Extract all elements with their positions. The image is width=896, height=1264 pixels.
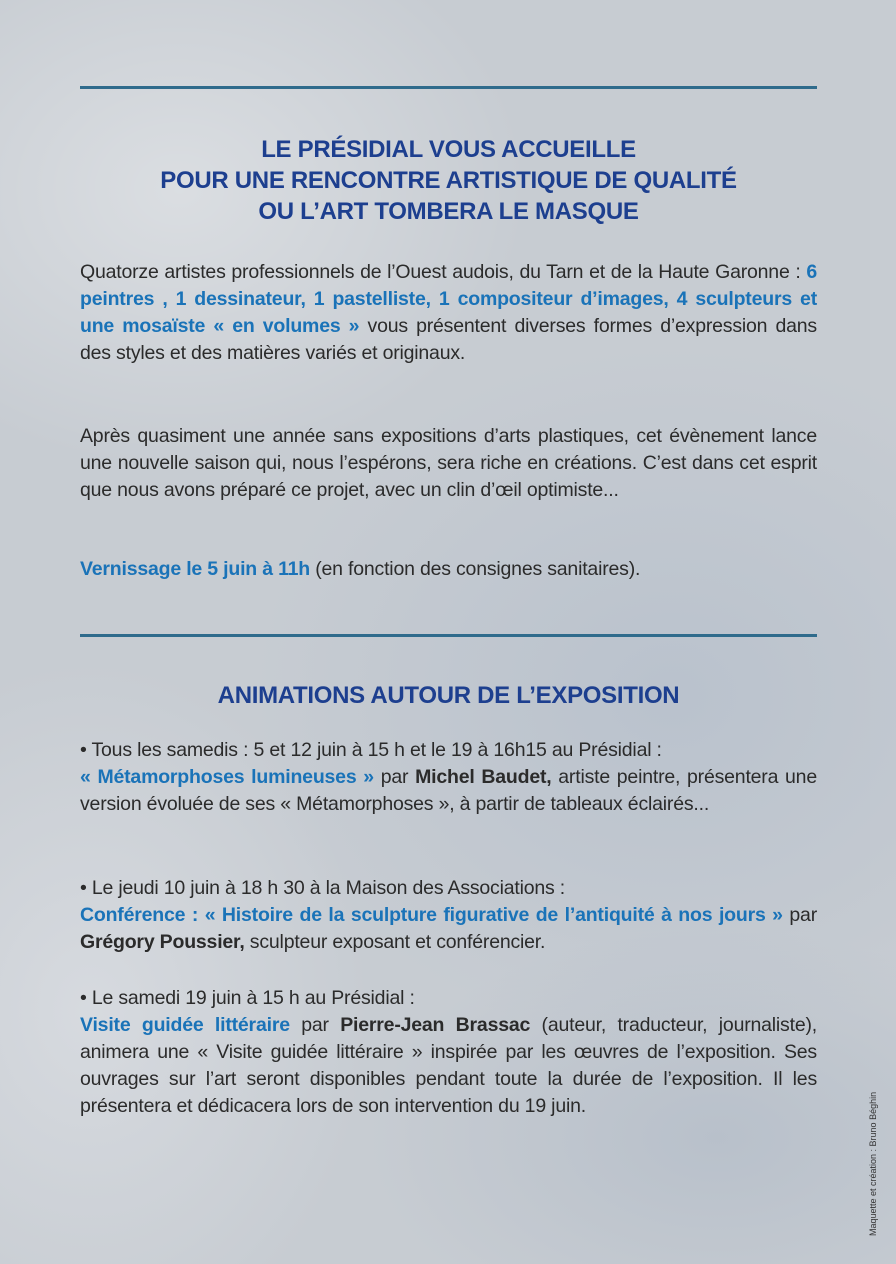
event-2-desc: sculpteur exposant et conférencier.	[244, 931, 546, 953]
event-2-title: Conférence : « Histoire de la sculpture figurative de l’antiquité à nos jours »	[80, 904, 783, 926]
intro-text-start: Quatorze artistes professionnels de l’Ouest audois, du Tarn et de la Haute Garonne :	[80, 261, 807, 283]
section2-heading: ANIMATIONS AUTOUR DE L’EXPOSITION	[217, 682, 680, 709]
event-3	[80, 985, 817, 1120]
vernissage-note: (en fonction des consignes sanitaires).	[310, 558, 641, 580]
vernissage-paragraph	[80, 556, 817, 583]
intro-paragraph	[80, 259, 817, 367]
event-2-by: par	[782, 904, 817, 926]
context-text: Après quasiment une année sans expositions d’arts plastiques, cet évènement lance une nouvelle saison qui, nous l’espérons, sera riche en créations. C’est dans cet esprit que nous avons préparé ce projet, avec un clin d’œil optimiste...	[80, 425, 817, 501]
event-2-intro: • Le jeudi 10 juin à 18 h 30 à la Maison des Associations :	[80, 877, 566, 899]
event-1-title: « Métamorphoses lumineuses »	[80, 766, 374, 788]
event-3-by: par	[289, 1014, 341, 1036]
event-3-desc: (auteur, traducteur, journaliste), animera une « Visite guidée littéraire » inspirée par les œuvres de l’exposition. Ses ouvrages sur l’art seront disponibles pendant toute la durée de l’exposition. Il les présentera et dédicacera lors de son intervention du 19 juin.	[80, 1014, 817, 1117]
vernissage-highlight: Vernissage le 5 juin à 11h	[80, 558, 311, 580]
event-1-intro: • Tous les samedis : 5 et 12 juin à 15 h et le 19 à 16h15 au Présidial :	[80, 739, 662, 761]
design-credit: Maquette et création : Bruno Béghin	[868, 1091, 878, 1236]
event-3-title: Visite guidée littéraire	[80, 1014, 290, 1036]
event-2	[80, 875, 817, 956]
heading-line-2: POUR UNE RENCONTRE ARTISTIQUE DE QUALITÉ	[160, 167, 737, 194]
artists-highlight: 6 peintres , 1 dessinateur, 1 pastelliste, 1 compositeur d’images, 4 sculpteurs et une mosaïste « en volumes »	[80, 261, 817, 337]
event-3-intro: • Le samedi 19 juin à 15 h au Présidial :	[80, 987, 415, 1009]
event-1	[80, 737, 817, 818]
heading-line-3: OU L’ART TOMBERA LE MASQUE	[258, 198, 639, 225]
intro-text-end: vous présentent diverses formes d’expression dans des styles et des matières variés et originaux.	[80, 315, 817, 364]
event-2-person: Grégory Poussier,	[80, 931, 245, 953]
context-paragraph	[80, 423, 817, 504]
event-1-person: Michel Baudet,	[415, 766, 552, 788]
middle-divider	[80, 634, 817, 637]
event-1-desc: artiste peintre, présentera une version évoluée de ses « Métamorphoses », à partir de tableaux éclairés...	[80, 766, 817, 815]
event-1-by: par	[373, 766, 416, 788]
heading-line-1: LE PRÉSIDIAL VOUS ACCUEILLE	[261, 136, 636, 163]
section1-heading	[80, 134, 817, 227]
event-3-person: Pierre-Jean Brassac	[340, 1014, 531, 1036]
top-divider	[80, 86, 817, 89]
